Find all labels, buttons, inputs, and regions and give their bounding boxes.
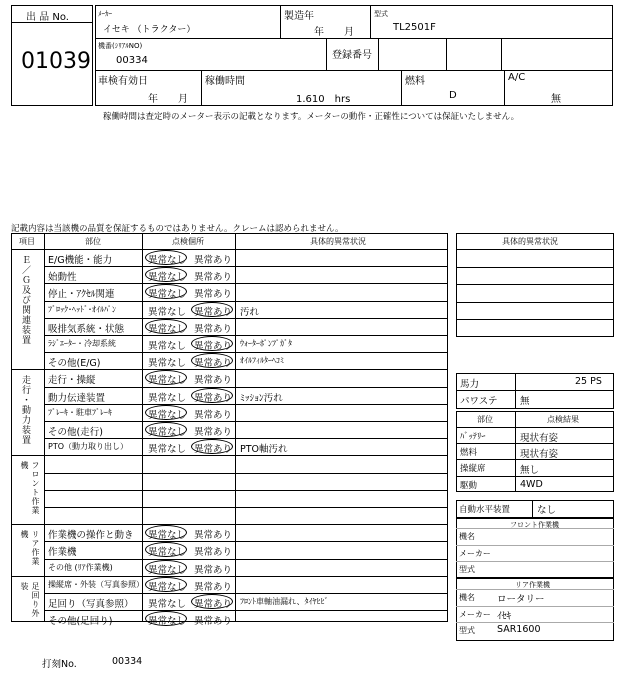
check-part: 駆動 xyxy=(460,480,478,491)
row-detail: 汚れ xyxy=(240,306,260,318)
group-label: 走行・動力装置 xyxy=(20,375,30,446)
option-ng[interactable]: 異常あり xyxy=(194,444,233,456)
ac-value: 無 xyxy=(551,94,561,105)
implement-field-label: 型式 xyxy=(459,565,475,574)
selected-circle xyxy=(191,336,233,351)
serial-label: 機番(ｼﾘｱﾙNO) xyxy=(98,42,143,50)
table-row xyxy=(44,369,448,386)
option-ok[interactable]: 異常なし xyxy=(148,306,187,318)
leveler-value: なし xyxy=(537,505,557,516)
row-part: その他(走行) xyxy=(48,427,103,438)
inspection-label: 車検有効日 xyxy=(98,76,148,87)
option-ng[interactable]: 異常あり xyxy=(194,599,233,610)
table-row xyxy=(44,490,448,507)
serial-value: 00334 xyxy=(116,55,148,66)
option-ng[interactable]: 異常あり xyxy=(194,547,233,559)
option-ng[interactable]: 異常あり xyxy=(194,358,233,370)
selected-circle xyxy=(145,319,187,334)
check-part: 燃料 xyxy=(460,448,478,459)
registration-label: 登録番号 xyxy=(332,50,372,61)
implement-field-label: 機名 xyxy=(459,593,475,602)
row-part: 停止・ｱｸｾﾙ関連 xyxy=(48,289,115,301)
row-detail: ｵｲﾙﾌｨﾙﾀｰﾍｺﾐ xyxy=(240,356,284,366)
fuel-label: 燃料 xyxy=(405,76,425,87)
option-ng[interactable]: 異常あり xyxy=(194,323,233,335)
option-ok[interactable]: 異常なし xyxy=(148,616,187,628)
table-header-detail: 具体的異常状況 xyxy=(310,237,366,246)
selected-circle xyxy=(145,405,187,420)
lot-label: 出 品 No. xyxy=(26,12,69,23)
group-label: Ｅ／Ｇ及び関連装置 xyxy=(20,255,30,345)
selected-circle xyxy=(191,302,233,317)
table-row xyxy=(44,455,448,472)
selected-circle xyxy=(145,250,187,265)
implement-field-label: メーカー xyxy=(459,548,491,558)
row-part: PTO（動力取り出し） xyxy=(48,442,129,452)
option-ok[interactable]: 異常なし xyxy=(148,581,187,593)
option-ok[interactable]: 異常なし xyxy=(148,409,187,421)
option-ng[interactable]: 異常あり xyxy=(194,581,233,593)
option-ng[interactable]: 異常あり xyxy=(194,564,233,576)
option-ok[interactable]: 異常なし xyxy=(148,530,187,542)
row-part: ﾗｼﾞｴｰﾀｰ・冷却系統 xyxy=(48,339,116,348)
option-ok[interactable]: 異常なし xyxy=(148,323,187,335)
row-part: ﾌﾞﾛｯｸ･ﾍｯﾄﾞ･ｵｲﾙﾊﾟﾝ xyxy=(48,304,116,314)
inspection-value: 年 月 xyxy=(148,94,188,105)
option-ng[interactable]: 異常あり xyxy=(194,616,233,628)
rear-implement-header: リア作業機 xyxy=(515,581,550,589)
year-suffix: 年 月 xyxy=(314,27,354,38)
row-part: E/G機能・能力 xyxy=(48,255,113,266)
ac-label: A/C xyxy=(508,72,526,83)
check-result: 4WD xyxy=(520,478,543,490)
group-label: フロント作業機 xyxy=(20,461,40,516)
option-ng[interactable]: 異常あり xyxy=(194,289,233,301)
row-part: その他 (ﾘｱ作業機) xyxy=(48,562,113,572)
option-ng[interactable]: 異常あり xyxy=(194,530,233,542)
option-ok[interactable]: 異常なし xyxy=(148,358,187,370)
row-detail: ﾌﾛﾝﾄ車軸油漏れ、ﾀｲﾔﾋﾋﾞ xyxy=(240,597,329,606)
check-header-result: 点検結果 xyxy=(547,415,579,424)
row-part: 作業機 xyxy=(48,547,77,559)
table-row xyxy=(44,266,448,283)
option-ng[interactable]: 異常あり xyxy=(194,272,233,284)
table-row xyxy=(44,421,448,438)
selected-circle xyxy=(145,577,187,592)
row-part: 始動性 xyxy=(48,272,77,284)
option-ng[interactable]: 異常あり xyxy=(194,392,233,404)
option-ng[interactable]: 異常あり xyxy=(194,409,233,421)
disclaimer: 記載内容は当該機の品質を保証するものではありません。クレームは認められません。 xyxy=(11,224,344,234)
check-header-part: 部位 xyxy=(477,415,493,424)
option-ok[interactable]: 異常なし xyxy=(148,444,187,456)
implement-field-label: メーカー xyxy=(459,609,491,619)
row-part: その他(足回り) xyxy=(48,616,113,628)
row-detail: PTO軸汚れ xyxy=(240,444,288,456)
row-detail: ﾐｯｼｮﾝ汚れ xyxy=(240,392,283,404)
option-ng[interactable]: 異常あり xyxy=(194,341,233,352)
row-part: 作業機の操作と動き xyxy=(48,530,134,542)
stamp-value: 00334 xyxy=(112,656,143,667)
row-part: その他(E/G) xyxy=(48,358,101,370)
right-detail-header: 具体的異常状況 xyxy=(502,237,558,246)
fuel-value: D xyxy=(449,90,457,101)
option-ok[interactable]: 異常なし xyxy=(148,341,187,352)
implement-field-value: SAR1600 xyxy=(497,624,541,635)
option-ng[interactable]: 異常あり xyxy=(194,306,233,318)
selected-circle xyxy=(191,388,233,403)
option-ok[interactable]: 異常なし xyxy=(148,375,187,387)
power-label: 馬力 xyxy=(460,379,480,390)
table-header-part: 部位 xyxy=(85,237,101,246)
table-row xyxy=(44,541,448,558)
option-ok[interactable]: 異常なし xyxy=(148,564,187,576)
model-value: TL2501F xyxy=(393,22,436,33)
group-label: 足回り外装 xyxy=(20,581,40,618)
option-ok[interactable]: 異常なし xyxy=(148,427,187,438)
check-part: 操縦席 xyxy=(460,464,486,475)
option-ok[interactable]: 異常なし xyxy=(148,255,187,266)
implement-field-value: ロータリー xyxy=(497,594,545,605)
lot-number: 01039 xyxy=(21,49,91,74)
hours-note: 稼働時間は査定時のメーター表示の記載となります。メーターの動作・正確性については保証いたしません。 xyxy=(103,112,520,122)
option-ok[interactable]: 異常なし xyxy=(148,392,187,404)
selected-circle xyxy=(145,560,187,575)
implement-field-value: ｲｾｷ xyxy=(497,610,512,622)
pawaste-value: 無 xyxy=(520,396,530,407)
row-part: 操縦席・外装（写真参照） xyxy=(48,579,144,589)
option-ok[interactable]: 異常なし xyxy=(148,289,187,301)
check-part: ﾊﾞｯﾃﾘｰ xyxy=(460,432,486,442)
option-ng[interactable]: 異常あり xyxy=(194,375,233,387)
row-part: ﾌﾞﾚｰｷ・駐車ﾌﾞﾚｰｷ xyxy=(48,407,112,417)
pawaste-label: パワステ xyxy=(460,396,498,407)
table-row xyxy=(44,473,448,490)
row-part: 足回り（写真参照） xyxy=(48,599,134,610)
front-implement-header: フロント作業機 xyxy=(510,521,559,529)
option-ok[interactable]: 異常なし xyxy=(148,547,187,559)
power-value: 25 PS xyxy=(575,376,602,387)
hours-value: 1.610 hrs xyxy=(296,94,351,105)
year-label: 製造年 xyxy=(284,11,314,22)
hours-label: 稼働時間 xyxy=(205,76,245,87)
selected-circle xyxy=(191,594,233,609)
maker-value: イセキ （トラクター） xyxy=(103,25,196,35)
selected-circle xyxy=(145,422,187,437)
maker-label: ﾒｰｶｰ xyxy=(98,10,112,18)
stamp-label: 打刻No. xyxy=(42,659,77,670)
row-part: 走行・操縦 xyxy=(48,375,96,387)
group-label: リア作業機 xyxy=(20,530,40,567)
check-result: 現状有姿 xyxy=(520,449,559,461)
check-result: 現状有姿 xyxy=(520,433,559,444)
implement-field-label: 型式 xyxy=(459,626,475,635)
model-label: 型式 xyxy=(374,10,388,18)
row-part: 吸排気系統・状態 xyxy=(48,323,125,335)
option-ng[interactable]: 異常あり xyxy=(194,427,233,438)
table-header-item: 項目 xyxy=(19,237,35,246)
check-result: 無し xyxy=(520,465,540,477)
option-ok[interactable]: 異常なし xyxy=(148,599,187,610)
leveler-label: 自動水平装置 xyxy=(459,505,511,515)
row-detail: ｳｫｰﾀｰﾎﾟﾝﾌﾟｶﾞﾀ xyxy=(240,339,292,348)
row-part: 動力伝達装置 xyxy=(48,392,106,404)
option-ng[interactable]: 異常あり xyxy=(194,255,233,266)
implement-field-label: 機名 xyxy=(459,532,475,541)
table-row xyxy=(44,507,448,524)
option-ok[interactable]: 異常なし xyxy=(148,272,187,284)
table-header-check: 点検個所 xyxy=(172,237,204,246)
